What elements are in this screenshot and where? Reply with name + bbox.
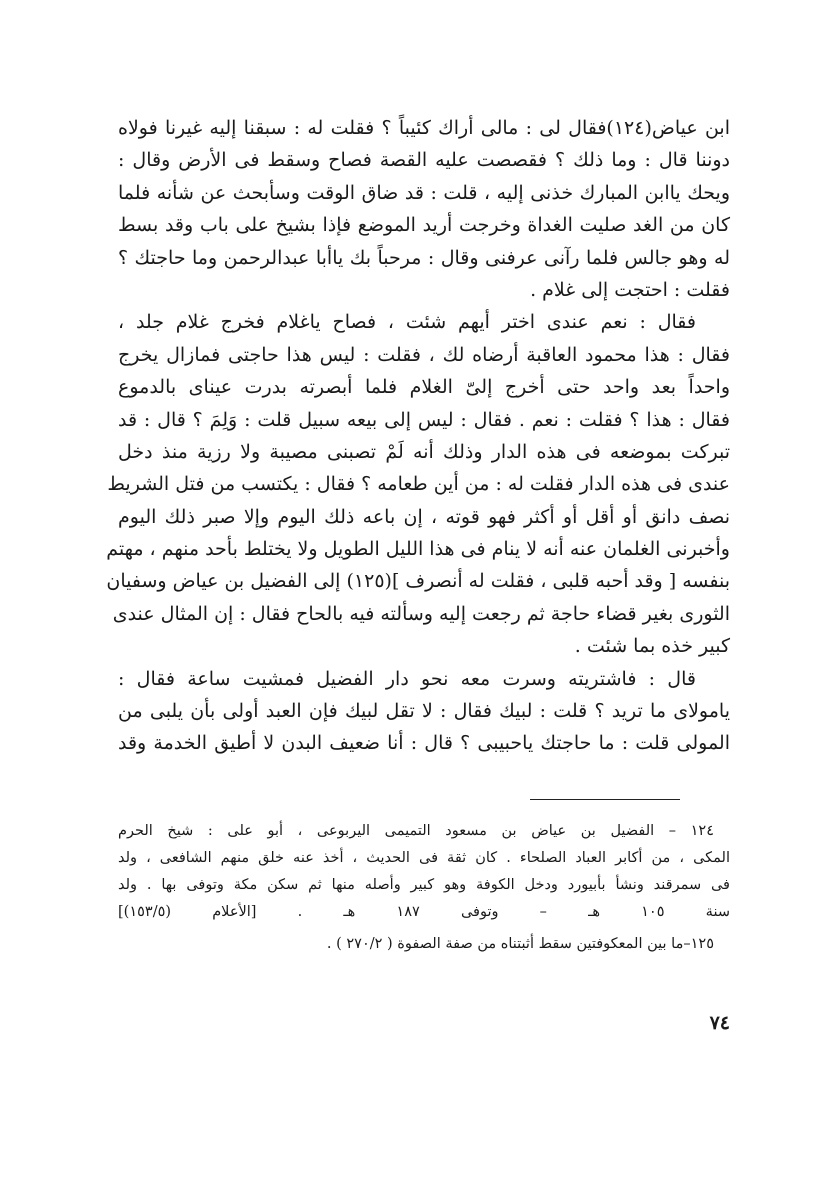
text-line: ياموﻻى ما تريد ؟ قلت : لبيك فقال : لا تقل لبيك فإن العبد أولى بأن يلبى من [118, 700, 730, 723]
footnote-line: ١٢٤ – الفضيل بن عياض بن مسعود التميمى اليربوعى ، أبو على : شيخ الحرم [118, 823, 714, 839]
text-line: كبير خذه بما شئت . [574, 635, 730, 658]
text-line: الثورى بغير قضاء حاجة ثم رجعت إليه وسألته فيه بالحاح فقال : إن المثال عندى [112, 602, 730, 625]
text-line: ويحك ياابن المبارك خذنى إليه ، قلت : قد ضاق الوقت وسأبحث عن شأنه فلما [118, 181, 730, 204]
text-line: بنفسه [ وقد أحبه قلبى ، فقلت له أنصرف ](١٢٥) إلى الفضيل بن عياض وسفيان [106, 570, 730, 593]
text-line: وأخبرنى الغلمان عنه أنه لا ينام فى هذا الليل الطويل ولا يختلط بأحد منهم ، مهتم [106, 538, 730, 561]
page-number: ٧٤ [709, 1012, 730, 1034]
text-line: واحداً بعد واحد حتى أخرج إلىّ الغلام فلما أبصرته بدرت عيناى بالدموع [118, 376, 730, 399]
footnote-separator [530, 799, 680, 800]
text-line: كان من الغد صليت الغداة وخرجت أريد الموضع فإذا بشيخ على باب وقد بسط [118, 214, 730, 237]
text-line: المولى قلت : ما حاجتك ياحبيبى ؟ قال : أنا ضعيف البدن لا أطيق الخدمة وقد [118, 732, 730, 755]
footnote-line: ١٢٥–ما بين المعكوفتين سقط أثبتناه من صفة الصفوة ( ٢٧٠/٢ ) . [326, 936, 714, 952]
footnote-line: سنة ١٠٥ هـ – وتوفى ١٨٧ هـ . [الأعلام (١٥٣/٥)] [118, 904, 730, 920]
text-line: فقال : نعم عندى اختر أيهم شئت ، فصاح ياغلام فخرج غلام جلد ، [118, 311, 696, 334]
text-line: تبركت بموضعه فى هذه الدار وذلك أنه لَمْ تصبنى مصيبة ولا رزية منذ دخل [118, 440, 730, 463]
text-line: له وهو جالس فلما رآنى عرفنى وقال : مرحباً بك ياأبا عبدالرحمن وما حاجتك ؟ [118, 246, 730, 269]
text-line: فقال : هذا ؟ فقلت : نعم . فقال : ليس إلى بيعه سبيل قلت : وَلِمَ ؟ قال : قد [118, 408, 730, 431]
footnote-line: فى سمرقند ونشأ بأبيورد ودخل الكوفة وهو كبير وأصله منها ثم سكن مكة وتوفى بها . ولد [118, 877, 730, 893]
text-line: نصف دانق أو أقل أو أكثر فهو قوته ، إن باعه ذلك اليوم وإلا صبر ذلك اليوم [118, 505, 730, 528]
text-line: ابن عياض(١٢٤)فقال لى : مالى أراك كئيباً ؟ فقلت له : سبقنا إليه غيرنا فولاه [118, 117, 730, 139]
text-line: فقال : هذا محمود العاقبة أرضاه لك ، فقلت : ليس هذا حاجتى فمازال يخرج [118, 343, 730, 366]
text-line: دوننا قال : وما ذلك ؟ فقصصت عليه القصة فصاح وسقط فى الأرض وقال : [118, 149, 730, 172]
footnotes [118, 818, 730, 958]
main-text [106, 112, 730, 760]
text-line: قال : فاشتريته وسرت معه نحو دار الفضيل فمشيت ساعة فقال : [118, 667, 696, 690]
text-line: عندى فى هذه الدار فقلت له : من أين طعامه ؟ فقال : يكتسب من فتل الشريط [107, 473, 730, 496]
text-line: فقلت : احتجت إلى غلام . [530, 278, 730, 301]
footnote-line: المكى ، من أكابر العباد الصلحاء . كان ثقة فى الحديث ، أخذ عنه خلق منهم الشافعى ، ولد [118, 850, 730, 866]
